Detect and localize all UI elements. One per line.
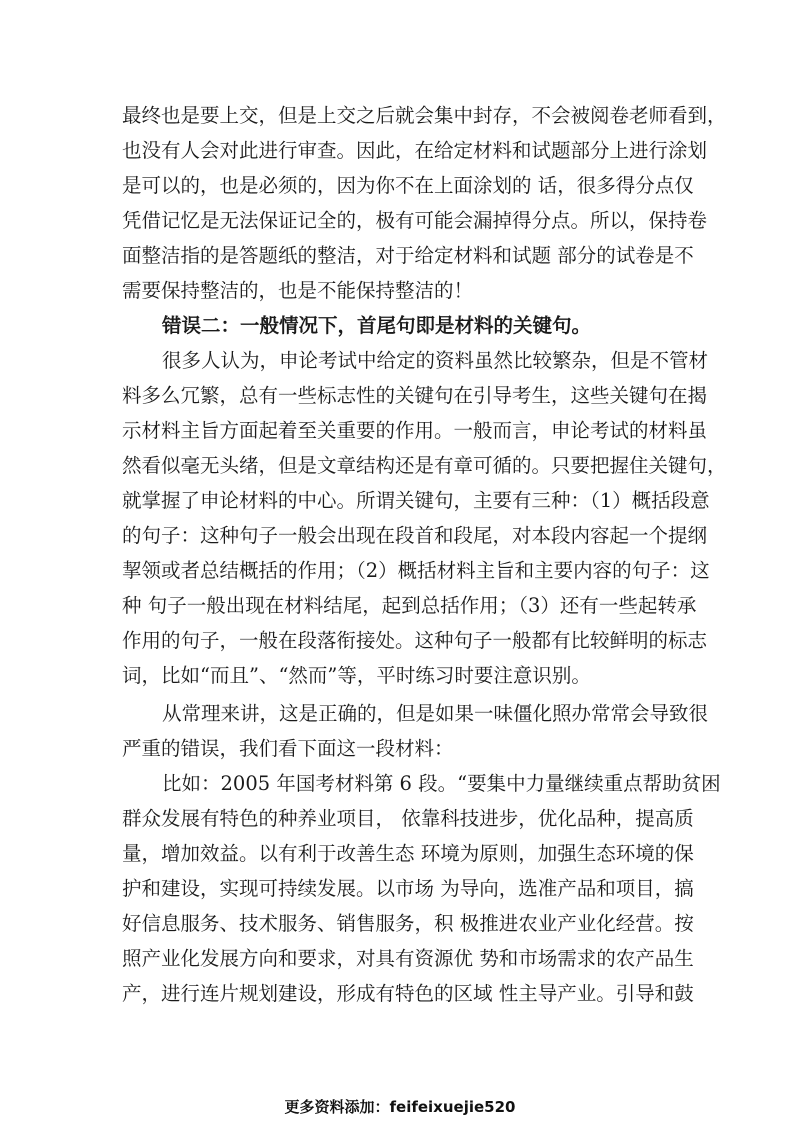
text-line: 种 句子一般出现在材料结尾，起到总括作用；（3）还有一些起转承: [122, 594, 697, 617]
text-line: 需要保持整洁的，也是不能保持整洁的！: [122, 279, 474, 302]
footer-contact: 更多资料添加：feifeixuejie520: [284, 1098, 516, 1116]
text-line: 从常理来讲，这是正确的，但是如果一味僵化照办常常会导致很: [162, 702, 709, 725]
text-line: 好信息服务、技术服务、销售服务，积 极推进农业产业化经营。按: [122, 912, 694, 935]
text-line: 挈领或者总结概括的作用；（2）概括材料主旨和主要内容的句子：这: [122, 559, 710, 582]
text-line: 料多么冗繁，总有一些标志性的关键句在引导考生，这些关键句在揭: [122, 384, 708, 407]
text-line: 作用的句子，一般在段落衔接处。这种句子一般都有比较鲜明的标志: [122, 629, 708, 652]
text-line: 照产业化发展方向和要求，对具有资源优 势和市场需求的农产品生: [122, 947, 694, 970]
text-line: 的句子：这种句子一般会出现在段首和段尾，对本段内容起一个提纲: [122, 524, 708, 547]
text-line: 群众发展有特色的种养业项目， 依靠科技进步，优化品种，提高质: [122, 807, 694, 830]
section-heading: 错误二：一般情况下，首尾句即是材料的关键句。: [162, 314, 592, 337]
text-line: 是可以的，也是必须的，因为你不在上面涂划的 话，很多得分点仅: [122, 174, 694, 197]
text-line: 就掌握了申论材料的中心。所谓关键句，主要有三种：（1）概括段意: [122, 489, 710, 512]
text-line: 量，增加效益。以有利于改善生态 环境为原则，加强生态环境的保: [122, 842, 694, 865]
text-line: 示材料主旨方面起着至关重要的作用。一般而言，申论考试的材料虽: [122, 419, 708, 442]
text-line: 很多人认为，申论考试中给定的资料虽然比较繁杂，但是不管材: [162, 349, 709, 372]
text-line: 产，进行连片规划建设，形成有特色的区域 性主导产业。引导和鼓: [122, 982, 694, 1005]
text-line: 面整洁指的是答题纸的整洁，对于给定材料和试题 部分的试卷是不: [122, 244, 694, 267]
text-line: 也没有人会对此进行审查。因此，在给定材料和试题部分上进行涂划: [122, 139, 708, 162]
text-line: 词，比如“而且”、“然而”等，平时练习时要注意识别。: [122, 664, 591, 687]
text-line: 最终也是要上交，但是上交之后就会集中封存，不会被阅卷老师看到，: [122, 104, 727, 127]
text-line: 然看似毫无头绪，但是文章结构还是有章可循的。只要把握住关键句，: [122, 454, 727, 477]
text-line: 凭借记忆是无法保证记全的，极有可能会漏掉得分点。所以，保持卷: [122, 209, 708, 232]
text-line: 比如：2005 年国考材料第 6 段。“要集中力量继续重点帮助贫困: [162, 772, 721, 795]
text-line: 护和建设，实现可持续发展。以市场 为导向，选准产品和项目，搞: [122, 877, 694, 900]
text-line: 严重的错误，我们看下面这一段材料：: [122, 737, 454, 760]
